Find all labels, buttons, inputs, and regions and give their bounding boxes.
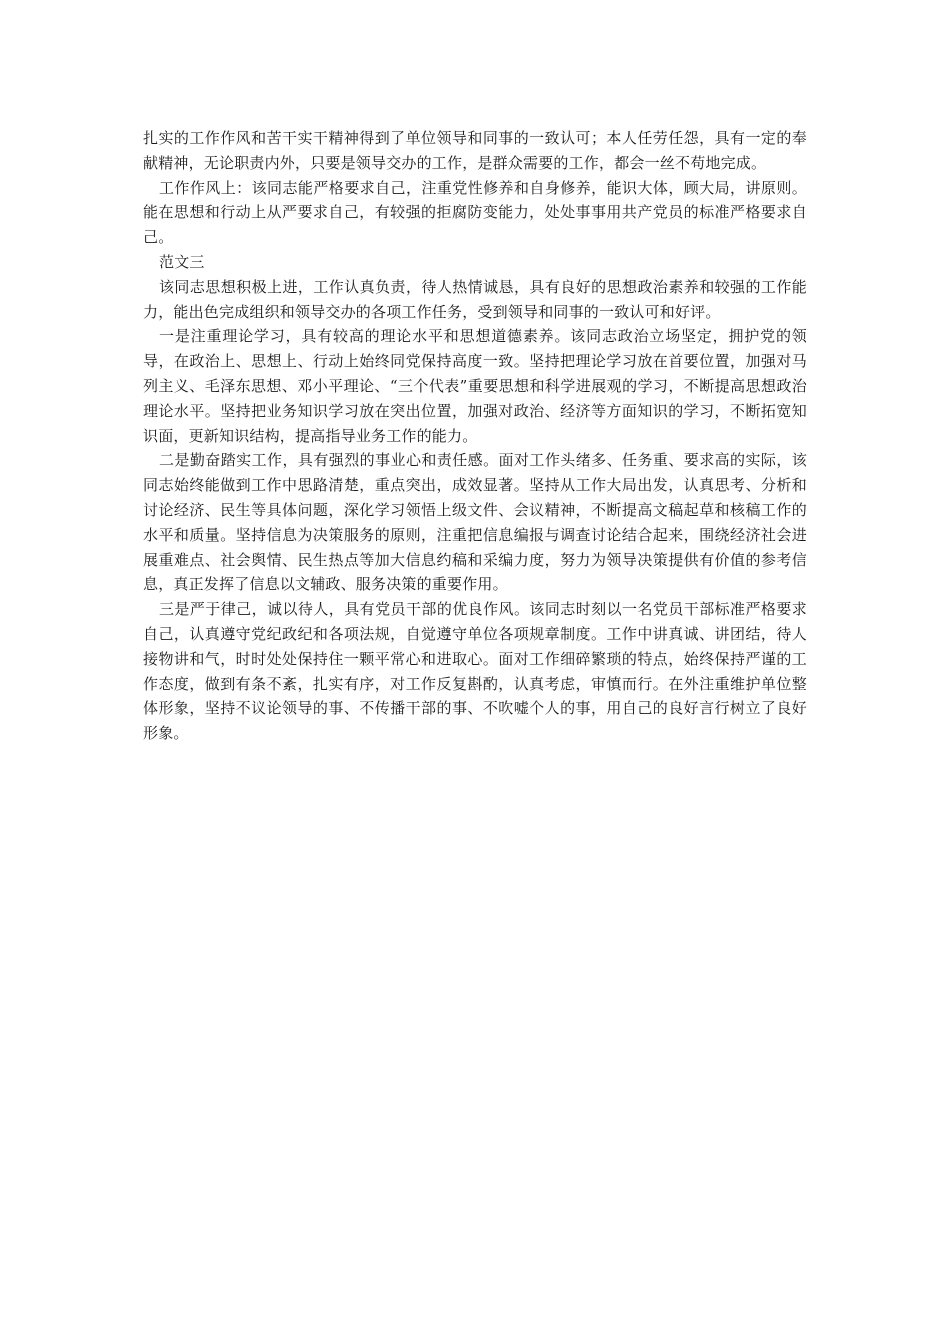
paragraph-point-two: 二是勤奋踏实工作，具有强烈的事业心和责任感。面对工作头绪多、任务重、要求高的实际，该同志始终能做到工作中思路清楚，重点突出，成效显著。坚持从工作大局出发，认真思考、分析和讨论经济、民生等具体问题，深化学习领悟上级文件、会议精神，不断提高文稿起草和核稿工作的水平和质量。坚持信息为决策服务的原则，注重把信息编报与调查讨论结合起来，围绕经济社会进展重难点、社会舆情、民生热点等加大信息约稿和采编力度，努力为领导决策提供有价值的参考信息，真正发挥了信息以文辅政、服务决策的重要作用。 [143, 451, 807, 594]
document-body [143, 126, 807, 746]
paragraph-point-one: 一是注重理论学习，具有较高的理论水平和思想道德素养。该同志政治立场坚定，拥护党的领导，在政治上、思想上、行动上始终同党保持高度一致。坚持把理论学习放在首要位置，加强对马列主义、毛泽东思想、邓小平理论、“三个代表”重要思想和科学进展观的学习，不断提高思想政治理论水平。坚持把业务知识学习放在突出位置，加强对政治、经济等方面知识的学习，不断拓宽知识面，更新知识结构，提高指导业务工作的能力。 [143, 327, 807, 445]
paragraph-work-style: 工作作风上：该同志能严格要求自己，注重党性修养和自身修养，能识大体，顾大局，讲原则。能在思想和行动上从严要求自己，有较强的拒腐防变能力，处处事事用共产党员的标准严格要求自己。 [143, 178, 807, 247]
paragraph-overview: 该同志思想积极上进，工作认真负责，待人热情诚恳，具有良好的思想政治素养和较强的工作能力，能出色完成组织和领导交办的各项工作任务，受到领导和同事的一致认可和好评。 [143, 277, 807, 321]
section-heading-sample-three: 范文三 [159, 252, 205, 271]
paragraph-point-three: 三是严于律己，诚以待人，具有党员干部的优良作风。该同志时刻以一名党员干部标准严格要求自己，认真遵守党纪政纪和各项法规，自觉遵守单位各项规章制度。工作中讲真诚、讲团结，待人接物讲和气，时时处处保持住一颗平常心和进取心。面对工作细碎繁琐的特点，始终保持严谨的工作态度，做到有条不紊，扎实有序，对工作反复斟酌，认真考虑，审慎而行。在外注重维护单位整体形象，坚持不议论领导的事、不传播干部的事、不吹嘘个人的事，用自己的良好言行树立了良好形象。 [143, 600, 807, 743]
paragraph-continuation: 扎实的工作作风和苦干实干精神得到了单位领导和同事的一致认可；本人任劳任怨，具有一定的奉献精神，无论职责内外，只要是领导交办的工作，是群众需要的工作，都会一丝不苟地完成。 [143, 129, 807, 172]
